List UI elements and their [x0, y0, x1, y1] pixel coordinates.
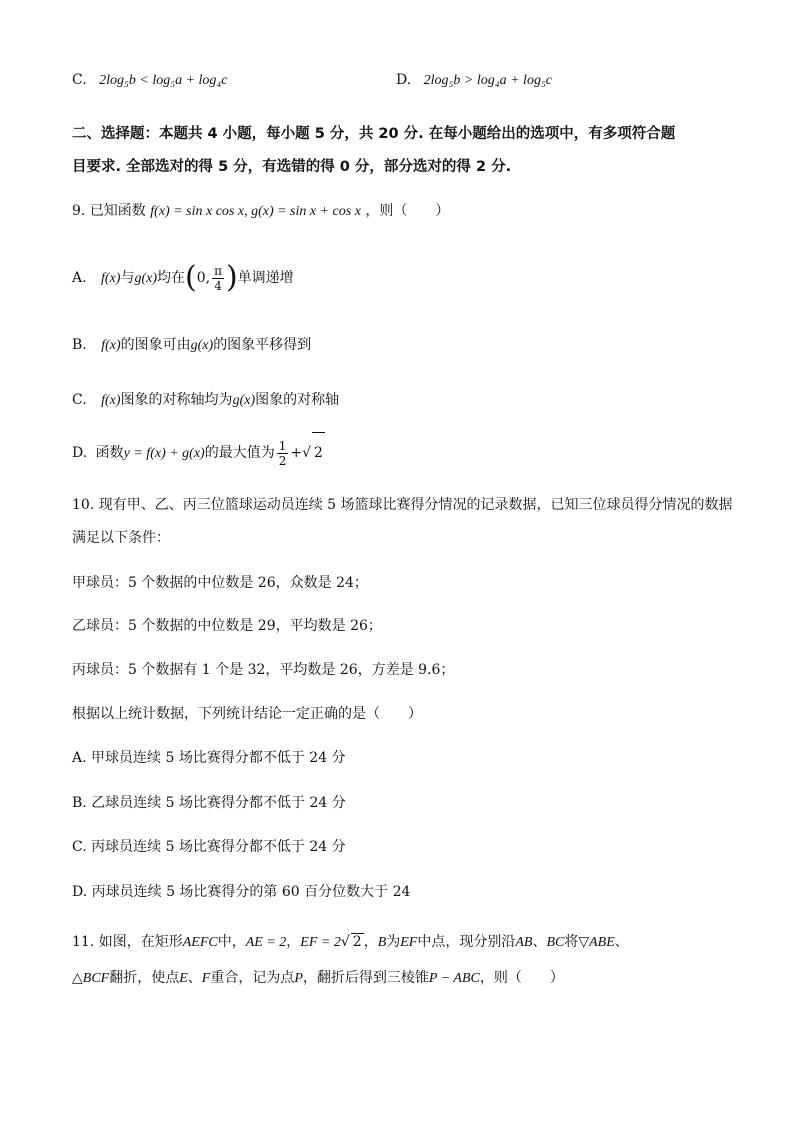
- question-10-option-d: D. 丙球员连续 5 场比赛得分的第 60 百分位数大于 24: [72, 884, 411, 900]
- option-text: 均在: [157, 270, 185, 286]
- sqrt-radicand: 2: [312, 432, 325, 473]
- math-expression: g(x): [232, 393, 256, 408]
- question-10-stem-line-1: 10. 现有甲、乙、丙三位篮球运动员连续 5 场篮球比赛得分情况的记录数据，已知三位球员得分情况的数据: [72, 497, 733, 513]
- fraction-numerator: 1: [278, 438, 287, 453]
- question-10-option-a: A. 甲球员连续 5 场比赛得分都不低于 24 分: [72, 750, 346, 766]
- math-symbol: F: [201, 971, 211, 986]
- section-heading-line-1: 二、选择题：本题共 4 小题，每小题 5 分，共 20 分. 在每小题给出的选项中，有多项符合题: [72, 126, 676, 142]
- option-letter: D.: [72, 445, 88, 461]
- stem-text: 为: [386, 934, 401, 950]
- stem-text: 中，: [217, 934, 246, 950]
- stem-text: 、: [614, 934, 629, 950]
- sqrt-sign: √: [302, 445, 312, 461]
- question-10-condition-1: 甲球员：5 个数据的中位数是 26，众数是 24；: [72, 575, 368, 591]
- option-letter: C.: [72, 392, 87, 408]
- math-symbol: EF: [400, 935, 418, 950]
- option-text: 单调递增: [237, 270, 294, 286]
- option-letter: A.: [72, 270, 87, 286]
- question-10-condition-3: 丙球员：5 个数据有 1 个是 32，平均数是 26，方差是 9.6；: [72, 662, 455, 678]
- question-10-ask: 根据以上统计数据，下列统计结论一定正确的是（ ）: [72, 706, 422, 722]
- fraction-denominator: 2: [278, 453, 287, 468]
- right-paren: ): [225, 260, 238, 295]
- math-expression: EF = 2: [300, 935, 341, 950]
- left-paren: (: [185, 260, 197, 295]
- question-9-stem: [72, 200, 449, 220]
- stem-text: ，: [363, 934, 378, 950]
- math-expression: f(x): [101, 338, 121, 353]
- math-expression: f(x) = sin x cos x, g(x) = sin x + cos x: [150, 204, 361, 219]
- option-text: 与: [120, 270, 135, 286]
- option-letter: C.: [72, 72, 87, 88]
- stem-text: 、: [532, 934, 547, 950]
- math-symbol: AEFC: [182, 935, 218, 950]
- math-symbol: AB: [515, 935, 533, 950]
- sqrt-radicand: 2: [352, 934, 362, 950]
- section-heading-line-2: 目要求. 全部选对的得 5 分，有选错的得 0 分，部分选对的得 2 分.: [72, 159, 512, 175]
- math-expression: 2log₅b < log₅a + log₄c: [99, 73, 228, 88]
- option-text: 图象的对称轴: [255, 392, 340, 408]
- math-symbol: BC: [546, 935, 565, 950]
- question-10-stem-line-2: 满足以下条件：: [72, 530, 170, 546]
- fraction-pi-over-4: [212, 264, 224, 293]
- math-expression: g(x): [134, 271, 157, 286]
- plus-sign: +: [290, 445, 303, 461]
- math-symbol: △BCF: [72, 971, 110, 986]
- option-text: 图象的对称轴均为: [120, 392, 233, 408]
- question-10-option-c: C. 丙球员连续 5 场比赛得分都不低于 24 分: [72, 839, 346, 855]
- math-symbol: P: [294, 971, 303, 986]
- question-9-option-b: [72, 334, 311, 354]
- math-expression: g(x): [190, 338, 214, 353]
- stem-text: ，: [286, 934, 301, 950]
- option-letter: B.: [72, 337, 87, 353]
- math-symbol: ▽ABE: [578, 935, 615, 950]
- math-expression: f(x): [101, 271, 121, 286]
- option-text: 的最大值为: [204, 445, 275, 461]
- question-9-option-d: [72, 432, 325, 474]
- stem-text: 11. 如图，在矩形: [72, 934, 183, 950]
- question-10-condition-2: 乙球员：5 个数据的中位数是 29，平均数是 26；: [72, 618, 382, 634]
- stem-text: 中点，现分别沿: [417, 934, 516, 950]
- option-text: 的图象可由: [120, 337, 191, 353]
- stem-text: ，则（ ）: [365, 203, 450, 219]
- math-expression: y = f(x) + g(x): [123, 446, 205, 461]
- question-10-option-b: B. 乙球员连续 5 场比赛得分都不低于 24 分: [72, 795, 346, 811]
- stem-text: 翻折，使点: [109, 970, 180, 986]
- math-expression: 2log₅b > log₄a + log₅c: [423, 73, 553, 88]
- sqrt-sign: √: [340, 934, 350, 950]
- stem-text: 已知函数: [89, 203, 146, 219]
- fraction-numerator: π: [214, 263, 222, 278]
- question-11-stem-line-2: [72, 967, 564, 987]
- fraction-denominator: 4: [214, 278, 222, 293]
- question-11-stem-line-1: [72, 931, 629, 951]
- option-d-top: [396, 72, 552, 89]
- option-letter: D.: [396, 72, 412, 88]
- interval-start: 0,: [196, 270, 211, 286]
- stem-text: 、: [187, 970, 202, 986]
- question-9-option-c: [72, 389, 339, 409]
- math-symbol: B: [377, 935, 387, 950]
- stem-text: ，翻折后得到三棱锥: [302, 970, 429, 986]
- option-text: 函数: [95, 445, 124, 461]
- question-9-option-a: [72, 258, 294, 299]
- math-expression: P − ABC: [428, 971, 480, 986]
- stem-text: ，则（ ）: [479, 970, 564, 986]
- math-expression: AE = 2: [245, 935, 287, 950]
- stem-text: 将: [564, 934, 579, 950]
- question-number: 9.: [72, 203, 86, 219]
- fraction-one-half: [277, 439, 289, 468]
- stem-text: 重合，记为点: [210, 970, 295, 986]
- option-c-top: [72, 72, 228, 89]
- option-text: 的图象平移得到: [213, 337, 312, 353]
- math-expression: f(x): [101, 393, 121, 408]
- math-symbol: E: [179, 971, 188, 986]
